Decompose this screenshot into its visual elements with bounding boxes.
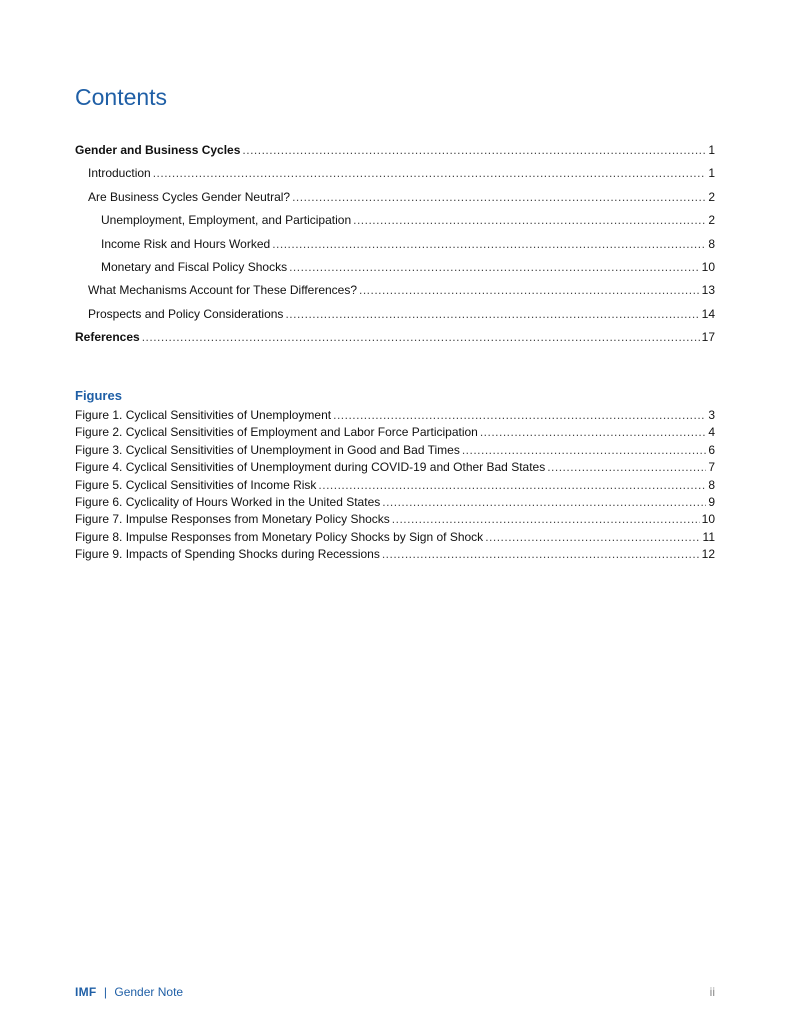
figure-entry-label: Figure 7. Impulse Responses from Monetary Policy Shocks (75, 512, 390, 527)
toc-entry-page: 13 (701, 283, 715, 298)
imf-logo-text: IMF (75, 985, 97, 999)
figure-entry-label: Figure 5. Cyclical Sensitivities of Income Risk (75, 477, 317, 492)
toc-entry-label: References (75, 330, 140, 345)
toc-entry-label: Gender and Business Cycles (75, 143, 241, 157)
toc-entry-introduction[interactable] (75, 166, 715, 189)
toc-entry-page: 2 (708, 213, 715, 228)
toc-entry-gender-neutral[interactable] (75, 190, 715, 213)
figure-entry-label: Figure 2. Cyclical Sensitivities of Employment and Labor Force Participation (75, 425, 478, 440)
toc-entry-label: Introduction (88, 166, 151, 181)
dot-leader (318, 478, 706, 492)
figure-entry-page: 9 (708, 494, 715, 509)
toc-entry-page: 2 (708, 189, 715, 204)
figure-entry-page: 4 (708, 425, 715, 440)
toc-entry-page: 1 (708, 166, 715, 181)
dot-leader (382, 547, 700, 561)
figure-entry-page: 10 (701, 512, 715, 527)
figures-title: Figures (75, 388, 122, 403)
page-footer (75, 985, 715, 999)
dot-leader (353, 213, 706, 227)
figure-entry-1[interactable] (75, 408, 715, 425)
footer-series-name: Gender Note (114, 985, 184, 999)
dot-leader (547, 460, 706, 474)
dot-leader (285, 307, 699, 321)
figure-entry-2[interactable] (75, 425, 715, 442)
dot-leader (333, 408, 706, 422)
figure-entry-page: 8 (708, 477, 715, 492)
dot-leader (462, 443, 706, 457)
figure-entry-label: Figure 3. Cyclical Sensitivities of Unemployment in Good and Bad Times (75, 442, 460, 457)
figure-entry-8[interactable] (75, 530, 715, 547)
toc-entry-income-risk[interactable] (75, 237, 715, 260)
toc-entry-label: What Mechanisms Account for These Differences? (88, 283, 358, 298)
page-number: ii (709, 985, 715, 999)
figure-entry-label: Figure 9. Impacts of Spending Shocks during Recessions (75, 547, 380, 562)
toc-entry-prospects[interactable] (75, 307, 715, 330)
figure-entry-page: 6 (708, 442, 715, 457)
toc-entry-mechanisms[interactable] (75, 283, 715, 306)
toc-entry-label: Unemployment, Employment, and Participation (101, 213, 352, 228)
figure-entry-7[interactable] (75, 512, 715, 529)
dot-leader (242, 143, 706, 157)
toc-entry-page: 1 (708, 143, 715, 157)
toc-entry-page: 10 (701, 259, 715, 274)
figure-entry-page: 11 (702, 529, 715, 544)
dot-leader (392, 512, 700, 526)
figure-entry-page: 3 (708, 408, 715, 422)
figure-entry-label: Figure 4. Cyclical Sensitivities of Unemployment during COVID-19 and Other Bad States (75, 460, 546, 475)
figure-entry-5[interactable] (75, 478, 715, 495)
contents-title: Contents (75, 84, 168, 110)
table-of-contents (75, 143, 715, 354)
toc-entry-references[interactable] (75, 330, 715, 353)
toc-entry-page: 14 (701, 306, 715, 321)
toc-entry-unemployment[interactable] (75, 213, 715, 236)
dot-leader (272, 237, 706, 251)
footer-brand (75, 985, 183, 999)
figure-entry-4[interactable] (75, 460, 715, 477)
figure-entry-3[interactable] (75, 443, 715, 460)
dot-leader (480, 425, 706, 439)
figure-entry-6[interactable] (75, 495, 715, 512)
figure-entry-label: Figure 8. Impulse Responses from Monetary Policy Shocks by Sign of Shock (75, 529, 484, 544)
dot-leader (292, 190, 706, 204)
list-of-figures (75, 408, 715, 565)
figure-entry-page: 12 (701, 547, 715, 562)
toc-entry-label: Income Risk and Hours Worked (101, 236, 271, 251)
figure-entry-9[interactable] (75, 547, 715, 564)
dot-leader (485, 530, 700, 544)
figure-entry-label: Figure 1. Cyclical Sensitivities of Unemployment (75, 408, 332, 422)
toc-entry-gender-and-business-cycles[interactable] (75, 143, 715, 166)
toc-entry-label: Prospects and Policy Considerations (88, 306, 284, 321)
dot-leader (359, 283, 700, 297)
footer-separator: | (103, 985, 108, 999)
figure-entry-label: Figure 6. Cyclicality of Hours Worked in the United States (75, 494, 381, 509)
dot-leader (382, 495, 706, 509)
toc-entry-page: 17 (701, 330, 715, 345)
dot-leader (153, 166, 707, 180)
figure-entry-page: 7 (708, 460, 715, 475)
toc-entry-page: 8 (708, 236, 715, 251)
toc-entry-label: Monetary and Fiscal Policy Shocks (101, 259, 288, 274)
toc-entry-policy-shocks[interactable] (75, 260, 715, 283)
dot-leader (289, 260, 700, 274)
dot-leader (142, 330, 700, 344)
toc-entry-label: Are Business Cycles Gender Neutral? (88, 189, 291, 204)
